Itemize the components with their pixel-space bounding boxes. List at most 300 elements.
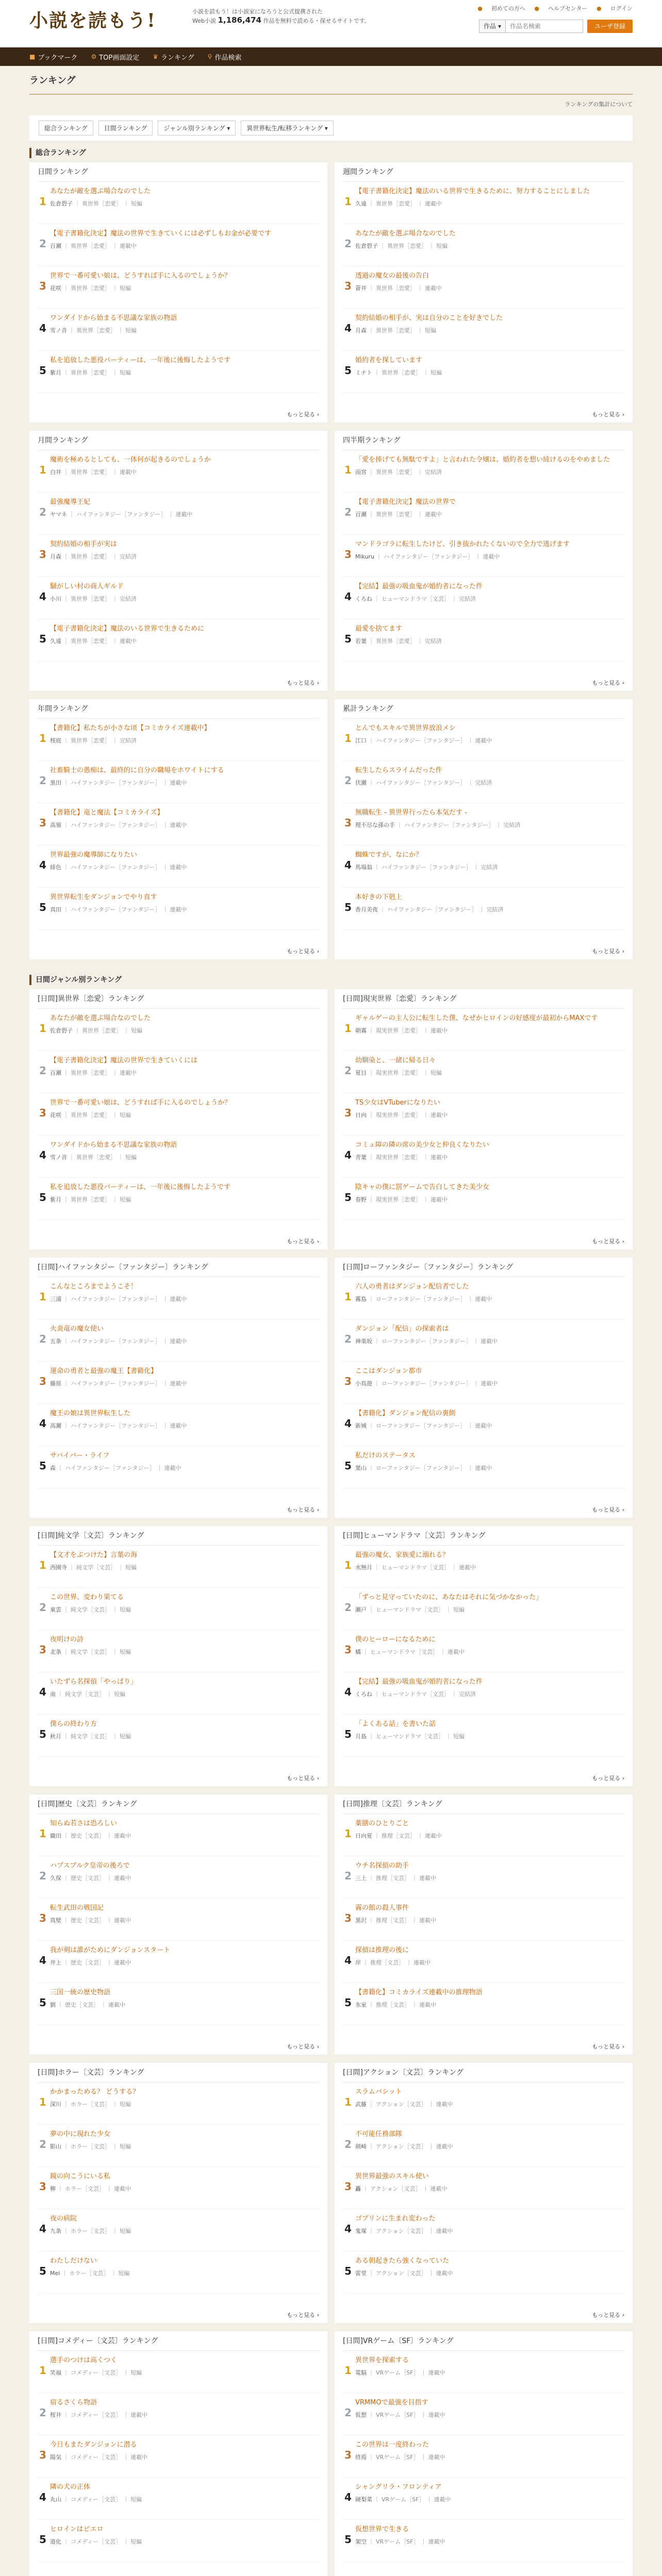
novel-title-link[interactable]: 転生武田の戦国記 <box>50 1904 104 1912</box>
novel-title-link[interactable]: スラムバシット <box>355 2088 402 2096</box>
author-link[interactable]: 江口 <box>355 737 367 744</box>
author-link[interactable]: 久遠 <box>355 200 367 207</box>
rank-number: 1 <box>39 1559 46 1571</box>
author-link[interactable]: 青葉 <box>355 1154 367 1161</box>
novel-title-link[interactable]: 【電子書籍化決定】魔法の世界で生きていくには <box>50 1057 198 1064</box>
author-link[interactable]: 雨宮 <box>355 469 367 476</box>
ranking-item <box>38 2125 319 2167</box>
author-link[interactable]: 岸 <box>355 1959 361 1966</box>
novel-title-link[interactable]: ある朝起きたら強くなっていた <box>355 2257 450 2265</box>
status-label: 連載中 <box>475 1465 492 1471</box>
status-label: 連載中 <box>475 737 492 744</box>
more-link[interactable]: もっと見る › <box>592 947 624 955</box>
novel-meta: 百瀬 ｜ 異世界［恋愛］ ｜ 連載中 <box>50 1070 137 1076</box>
author-link[interactable]: 蒼井 <box>355 285 367 292</box>
author-link[interactable]: くろね <box>355 596 372 602</box>
genre-label: 異世界［恋愛］ <box>376 638 416 645</box>
novel-title-link[interactable]: 世界で一番可愛い娘は、どうすれば手に入るのでしょうか？ <box>50 1099 231 1107</box>
author-link[interactable]: 仮想 <box>355 2412 367 2418</box>
author-link[interactable]: 佐倉碧子 <box>50 200 73 207</box>
author-link[interactable]: 井上 <box>50 1959 61 1966</box>
novel-meta: 百瀬 ｜ 異世界［恋愛］ ｜ 連載中 <box>355 511 442 518</box>
novel-title-link[interactable]: 夜の病院 <box>50 2215 77 2223</box>
ranking-item <box>38 2435 319 2478</box>
more-link[interactable]: もっと見る › <box>287 1237 319 1245</box>
genre-label: 純文学［文芸］ <box>71 1733 110 1740</box>
nav-top-settings[interactable] <box>91 52 139 62</box>
more-link[interactable]: もっと見る › <box>592 2042 624 2050</box>
ranking-item <box>343 351 624 393</box>
novel-title-link[interactable]: 【書籍化】竜と魔法【コミカライズ】 <box>50 809 164 817</box>
genre-label: ハイファンタジー［ファンタジー］ <box>404 822 494 828</box>
novel-title-link[interactable]: かかまっためる？ どうする？ <box>50 2088 140 2096</box>
novel-meta: 陽気 ｜ コメディー［文芸］ ｜ 連載中 <box>50 2454 148 2461</box>
novel-title-link[interactable]: 「愛を捧げても無駄ですよ」と言われた令嬢は、婚約者を想い続けるのをやめました <box>355 456 610 464</box>
novel-title-link[interactable]: 騒がしい村の商人ギルド <box>50 583 124 590</box>
author-link[interactable]: 若葉 <box>355 638 367 645</box>
ranking-item <box>343 845 624 888</box>
author-link[interactable]: 雪ノ音 <box>50 1154 67 1161</box>
novel-title-link[interactable]: 「ずっと見守っていたのに、あなたはそれに気づかなかった」 <box>355 1594 543 1601</box>
novel-title-link[interactable]: 僕のヒーローになるために <box>355 1636 436 1643</box>
novel-title-link[interactable]: 【文才をぶつけた】言葉の海 <box>50 1551 138 1559</box>
status-label: 連載中 <box>425 200 442 207</box>
ranking-item <box>38 1446 319 1488</box>
novel-title-link[interactable]: 仮想世界で生きる <box>355 2526 409 2533</box>
novel-title-link[interactable]: 【書籍化】私たちが小さな頃【コミカライズ連載中】 <box>50 724 211 732</box>
genre-label: ヒューマンドラマ［文芸］ <box>376 1733 444 1740</box>
novel-title-link[interactable]: 隣の犬の正体 <box>50 2483 91 2491</box>
author-link[interactable]: 春野 <box>355 1196 367 1203</box>
novel-title-link[interactable]: 【電子書籍化決定】魔法のいる世界で生きるために <box>50 625 205 633</box>
author-link[interactable]: 花咲 <box>50 285 61 292</box>
novel-meta: 五条 ｜ ハイファンタジー［ファンタジー］ ｜ 連載中 <box>50 1338 187 1345</box>
novel-title-link[interactable]: 無職転生 - 異世界行ったら本気だす - <box>355 809 467 817</box>
author-link[interactable]: 日向 <box>355 1112 367 1118</box>
novel-title-link[interactable]: 私を追放した悪役パーティーは、一年後に後悔したようです <box>50 357 230 364</box>
status-label: 短編 <box>436 243 448 249</box>
author-link[interactable]: 九条 <box>50 2228 61 2234</box>
rank-number: 4 <box>39 2491 46 2503</box>
author-link[interactable]: 森 <box>50 1465 56 1471</box>
rank-number: 1 <box>344 1291 352 1303</box>
novel-title-link[interactable]: 【書籍化】ダンジョン配信の裏側 <box>355 1410 456 1417</box>
novel-title-link[interactable]: わたしだけない <box>50 2257 97 2265</box>
novel-title-link[interactable]: ギャルゲーの主人公に転生した僕、なぜかヒロインの好感度が最初からMAXです <box>355 1014 598 1022</box>
novel-title-link[interactable]: こんなところまでようこそ！ <box>50 1283 138 1291</box>
status-label: 完結済 <box>503 822 521 828</box>
status-label: 短編 <box>120 1606 131 1613</box>
author-link[interactable]: 月森 <box>50 553 61 560</box>
genre-label: 異世界［恋愛］ <box>71 638 110 645</box>
more-link[interactable]: もっと見る › <box>287 2311 319 2319</box>
author-link[interactable]: 笑福 <box>50 2369 61 2376</box>
rank-number: 1 <box>39 732 46 744</box>
novel-title-link[interactable]: 鏡の向こうにいる私 <box>50 2173 111 2180</box>
register-button[interactable]: ユーザ登録 <box>587 20 633 33</box>
more-link[interactable]: もっと見る › <box>287 1505 319 1514</box>
author-link[interactable]: 西園寺 <box>50 1564 67 1571</box>
ranking-item <box>38 1404 319 1446</box>
author-link[interactable]: 馬場翁 <box>355 864 372 871</box>
rank-number: 4 <box>39 590 46 603</box>
ranking-item <box>38 309 319 351</box>
author-link[interactable]: 真壁 <box>50 1917 61 1924</box>
author-link[interactable]: 五条 <box>50 1338 61 1345</box>
author-link[interactable]: 神楽坂 <box>355 1338 372 1345</box>
author-link[interactable]: 真田 <box>50 906 61 913</box>
genre-label: アクション［文芸］ <box>376 2228 427 2234</box>
rank-number: 1 <box>344 464 352 476</box>
author-link[interactable]: 紫月 <box>50 1196 61 1203</box>
author-link[interactable]: 三上 <box>355 1875 367 1882</box>
ranking-item <box>38 493 319 535</box>
author-link[interactable]: 久遠 <box>50 638 61 645</box>
novel-title-link[interactable]: 運命の勇者と最強の魔王【書籍化】 <box>50 1367 158 1375</box>
novel-title-link[interactable]: 知らぬ若さは恐ろしい <box>50 1820 118 1827</box>
novel-title-link[interactable]: 本好きの下剋上 <box>355 893 403 901</box>
author-link[interactable]: 瀬戸 <box>355 1606 367 1613</box>
author-link[interactable]: 深川 <box>50 2101 61 2108</box>
section-title: 日間ジャンル別ランキング <box>29 975 633 985</box>
author-link[interactable]: 雷堂 <box>355 2270 367 2277</box>
site-logo[interactable]: 小説を読もう! <box>29 10 156 31</box>
author-link[interactable]: 北条 <box>50 1649 61 1655</box>
author-link[interactable]: 氷室 <box>355 2002 367 2008</box>
author-link[interactable]: 桜庭 <box>50 737 61 744</box>
tab-isekai[interactable]: 異世界転生/転移ランキング ▾ <box>241 121 334 135</box>
author-link[interactable]: 緋色 <box>50 864 61 871</box>
novel-title-link[interactable]: 最強の魔女、家族愛に溺れる？ <box>355 1551 450 1559</box>
novel-title-link[interactable]: 「よくある話」を書いた話 <box>355 1720 436 1728</box>
novel-meta: 久遠 ｜ 異世界［恋愛］ ｜ 連載中 <box>355 200 442 207</box>
author-link[interactable]: 佐倉碧子 <box>355 243 378 249</box>
novel-title-link[interactable]: 夜明けの詩 <box>50 1636 84 1643</box>
novel-title-link[interactable]: 転生したらスライムだった件 <box>355 767 442 774</box>
novel-title-link[interactable]: 【書籍化】コミカライズ連載中の推理物語 <box>355 1989 483 1996</box>
novel-title-link[interactable]: この世界は一度終わった <box>355 2441 429 2449</box>
nav-ranking[interactable] <box>153 52 194 62</box>
rank-number: 4 <box>344 1954 352 1967</box>
author-link[interactable]: 伏瀬 <box>355 779 367 786</box>
novel-title-link[interactable]: 【完結】最強の吸血鬼が婚約者になった件 <box>355 583 483 590</box>
novel-title-link[interactable]: 異世界転生をダンジョンでやり直す <box>50 893 157 901</box>
ranking-item <box>38 1856 319 1899</box>
nav-bookmark[interactable] <box>29 52 77 62</box>
more-link[interactable]: もっと見る › <box>592 410 624 418</box>
status-label: 連載中 <box>170 779 187 786</box>
more-link[interactable]: もっと見る › <box>592 1505 624 1514</box>
rank-number: 5 <box>39 364 46 377</box>
author-link[interactable]: 日向夏 <box>355 1833 372 1839</box>
tab-overall[interactable]: 総合ランキング <box>39 121 93 135</box>
author-link[interactable]: 武藤 <box>355 2101 367 2108</box>
link-login[interactable] <box>597 5 633 12</box>
novel-title-link[interactable]: ウチ名探偵の助手 <box>355 1862 409 1870</box>
rank-number: 3 <box>39 1375 46 1387</box>
author-link[interactable]: 水無月 <box>355 1564 372 1571</box>
novel-title-link[interactable]: 透過の魔女の最後の告白 <box>355 272 429 280</box>
novel-title-link[interactable]: 夢の中に現れた少女 <box>50 2130 111 2138</box>
author-link[interactable]: 三浦 <box>50 1296 61 1302</box>
ranking-item <box>343 577 624 619</box>
author-link[interactable]: 佐倉碧子 <box>50 1027 73 1034</box>
novel-title-link[interactable]: ここはダンジョン都市 <box>355 1367 422 1375</box>
more-link[interactable]: もっと見る › <box>287 1774 319 1782</box>
rank-number: 4 <box>39 1954 46 1967</box>
ranking-item <box>343 2351 624 2393</box>
rank-number: 2 <box>344 1601 352 1614</box>
novel-title-link[interactable]: TS少女はVTuberになりたい <box>355 1099 440 1107</box>
ranking-item <box>38 1093 319 1136</box>
tab-daily[interactable]: 日間ランキング <box>98 121 153 135</box>
novel-title-link[interactable]: シャングリラ・フロンティア <box>355 2483 442 2491</box>
novel-title-link[interactable]: ダンジョン「配信」の探索者は <box>355 1325 449 1333</box>
author-link[interactable]: 黒田 <box>50 779 61 786</box>
status-label: 連載中 <box>425 1833 442 1839</box>
author-link[interactable]: 影山 <box>50 2143 61 2150</box>
author-link[interactable]: 硬梨菜 <box>355 2496 372 2503</box>
novel-title-link[interactable]: 僕らの終わり方 <box>50 1720 97 1728</box>
ranking-card-title: 四半期ランキング <box>343 431 624 450</box>
author-link[interactable]: 葉山 <box>355 1465 367 1471</box>
novel-meta: 霧島 ｜ ローファンタジー［ファンタジー］ ｜ 連載中 <box>355 1296 492 1302</box>
novel-title-link[interactable]: 火炎竜の魔女使い <box>50 1325 104 1333</box>
more-link[interactable]: もっと見る › <box>592 1237 624 1245</box>
author-link[interactable]: 百瀬 <box>355 511 367 518</box>
novel-title-link[interactable]: 婚約者を探しています <box>355 357 423 364</box>
author-link[interactable]: ヤマネ <box>50 511 67 518</box>
author-link[interactable]: 終焉 <box>355 2454 367 2461</box>
novel-title-link[interactable]: 六人の勇者はダンジョン配信者でした <box>355 1283 469 1291</box>
novel-title-link[interactable]: 選手のつけは高くつく <box>50 2357 118 2364</box>
novel-meta: 若葉 ｜ 異世界［恋愛］ ｜ 完結済 <box>355 638 442 645</box>
novel-title-link[interactable]: 陰キャの僕に罰ゲームで告白してきた美少女 <box>355 1183 490 1191</box>
rank-number: 2 <box>344 1333 352 1345</box>
author-link[interactable]: 黒沢 <box>355 1917 367 1924</box>
author-link[interactable]: Mei <box>50 2270 60 2277</box>
novel-title-link[interactable]: VRMMOで最強を目指す <box>355 2399 428 2406</box>
novel-title-link[interactable]: 三国一統の歴史物語 <box>50 1989 111 1996</box>
novel-title-link[interactable]: 宿るさくら物語 <box>50 2399 97 2406</box>
genre-label: VRゲーム［SF］ <box>382 2496 425 2503</box>
author-link[interactable]: 陽気 <box>50 2454 61 2461</box>
ranking-item <box>343 719 624 761</box>
status-label: 連載中 <box>114 1917 131 1924</box>
ranking-card <box>335 162 633 422</box>
status-label: 連載中 <box>459 1564 476 1571</box>
ranking-card <box>29 2063 327 2323</box>
author-link[interactable]: 久保 <box>50 1875 61 1882</box>
more-link[interactable]: もっと見る › <box>287 679 319 687</box>
link-help[interactable] <box>534 5 587 12</box>
rank-number: 4 <box>344 2223 352 2235</box>
novel-title-link[interactable]: とんでもスキルで異世界放浪メシ <box>355 724 456 732</box>
novel-title-link[interactable]: 蜘蛛ですが、なにか？ <box>355 851 423 859</box>
novel-title-link[interactable]: 最愛を捨てます <box>355 625 403 633</box>
more-link[interactable]: もっと見る › <box>592 679 624 687</box>
novel-title-link[interactable]: 我が剣は誰がためにダンジョンスタート <box>50 1946 171 1954</box>
author-link[interactable]: 花咲 <box>50 1112 61 1118</box>
author-link[interactable]: 織田 <box>50 1833 61 1839</box>
ranking-item <box>38 888 319 930</box>
novel-title-link[interactable]: 私だけのステータス <box>355 1452 416 1460</box>
genre-label: 異世界［恋愛］ <box>76 1154 116 1161</box>
novel-title-link[interactable]: 【電子書籍化決定】魔法の世界で <box>355 498 456 506</box>
novel-title-link[interactable]: 契約結婚の相手が、実は自分のことを好きでした <box>355 314 503 322</box>
author-link[interactable]: 白井 <box>50 469 61 476</box>
novel-title-link[interactable]: 世界最強の魔導師になりたい <box>50 851 138 859</box>
status-label: 連載中 <box>425 285 442 292</box>
novel-title-link[interactable]: 契約結婚の相手が実は <box>50 540 118 548</box>
novel-title-link[interactable]: ヒロインはピエロ <box>50 2526 104 2533</box>
author-link[interactable]: ミナト <box>355 369 372 376</box>
novel-title-link[interactable]: 世界で一番可愛い娘は、どうすれば手に入るのでしょうか？ <box>50 272 231 280</box>
link-beginners[interactable] <box>477 5 525 12</box>
novel-title-link[interactable]: あなたが敵を選ぶ場合なのでした <box>50 1014 151 1022</box>
author-link[interactable]: 柳 <box>50 2185 56 2192</box>
author-link[interactable]: 南 <box>50 1691 56 1698</box>
novel-title-link[interactable]: あなたが敵を選ぶ場合なのでした <box>355 230 456 238</box>
nav-search[interactable] <box>208 52 242 62</box>
genre-label: コメディー［文芸］ <box>71 2454 122 2461</box>
novel-meta: 織田 ｜ 歴史［文芸］ ｜ 連載中 <box>50 1833 131 1839</box>
author-link[interactable]: 雪ノ音 <box>50 327 67 334</box>
more-link[interactable]: もっと見る › <box>592 2311 624 2319</box>
novel-title-link[interactable]: 異世界最強のスキル使い <box>355 2173 429 2180</box>
author-link[interactable]: 小鳥遊 <box>355 1380 372 1387</box>
rank-number: 5 <box>39 1191 46 1204</box>
genre-label: ハイファンタジー［ファンタジー］ <box>376 737 466 744</box>
author-link[interactable]: 霧島 <box>355 1296 367 1302</box>
genre-label: 異世界［恋愛］ <box>71 1070 110 1076</box>
novel-title-link[interactable]: 薬膳のひとりごと <box>355 1820 409 1827</box>
novel-title-link[interactable]: いたずら名探偵「やっぱり」 <box>50 1678 138 1686</box>
novel-title-link[interactable]: 不可能任務部隊 <box>355 2130 403 2138</box>
ranking-card-title: [日間]ヒューマンドラマ〔文芸〕ランキング <box>343 1526 624 1546</box>
novel-title-link[interactable]: 異世界を探索する <box>355 2357 409 2364</box>
author-link[interactable]: 鬼塚 <box>355 2228 367 2234</box>
author-link[interactable]: 道化 <box>50 2538 61 2545</box>
rank-number: 4 <box>39 1686 46 1698</box>
novel-title-link[interactable]: 最強魔導王妃 <box>50 498 91 506</box>
novel-title-link[interactable]: 【完結】最強の吸血鬼が婚約者になった件 <box>355 1678 483 1686</box>
novel-title-link[interactable]: 霧の館の殺人事件 <box>355 1904 409 1912</box>
ranking-help-link[interactable]: ランキングの集計について <box>565 101 633 108</box>
novel-meta: 剣崎 ｜ アクション［文芸］ ｜ 連載中 <box>355 2143 453 2150</box>
search-type-select[interactable]: 作品 ▾ <box>479 20 506 33</box>
rank-number: 4 <box>344 590 352 603</box>
novel-meta: 葉山 ｜ ローファンタジー［ファンタジー］ ｜ 連載中 <box>355 1465 492 1471</box>
author-link[interactable]: 東雲 <box>50 1606 61 1613</box>
author-link[interactable]: 理不尽な孫の手 <box>355 822 395 828</box>
ranking-item <box>343 2435 624 2478</box>
novel-title-link[interactable]: ワンダイドから始まる不思議な家族の物語 <box>50 314 177 322</box>
author-link[interactable]: 轟 <box>355 2185 361 2192</box>
author-link[interactable]: 朝霧 <box>355 1027 367 1034</box>
status-label: 連載中 <box>475 1422 492 1429</box>
author-link[interactable]: 桜井 <box>50 2412 61 2418</box>
novel-title-link[interactable]: ゴブリンに生まれ変わった <box>355 2215 436 2223</box>
title-bar <box>29 66 633 95</box>
more-link[interactable]: もっと見る › <box>592 1774 624 1782</box>
novel-meta: 終焉 ｜ VRゲーム［SF］ ｜ 連載中 <box>355 2454 445 2461</box>
novel-title-link[interactable]: 社畜騎士の愚痴は、最終的に自分の職場をホワイトにする <box>50 767 224 774</box>
tab-genre[interactable]: ジャンル別ランキング ▾ <box>158 121 236 135</box>
ranking-item <box>343 1588 624 1630</box>
author-link[interactable]: 藤原 <box>50 1380 61 1387</box>
ranking-item <box>38 1588 319 1630</box>
author-link[interactable]: 電脳 <box>355 2369 367 2376</box>
author-link[interactable]: 架空 <box>355 2538 367 2545</box>
author-link[interactable]: 月森 <box>355 327 367 334</box>
author-link[interactable]: Mikuru <box>355 553 375 560</box>
rank-number: 3 <box>344 1107 352 1119</box>
more-link[interactable]: もっと見る › <box>287 2042 319 2050</box>
novel-meta: Mikuru ｜ ハイファンタジー［ファンタジー］ ｜ 連載中 <box>355 553 500 560</box>
author-link[interactable]: 高嶺 <box>50 822 61 828</box>
genre-label: 異世界［恋愛］ <box>82 1027 122 1034</box>
author-link[interactable]: 剣崎 <box>355 2143 367 2150</box>
novel-title-link[interactable]: 私を追放した悪役パーティーは、一年後に後悔したようです <box>50 1183 230 1191</box>
novel-title-link[interactable]: 魔王の娘は異世界転生した <box>50 1410 131 1417</box>
ranking-item <box>343 1856 624 1899</box>
more-link[interactable]: もっと見る › <box>287 410 319 418</box>
author-link[interactable]: 秋月 <box>50 1733 61 1740</box>
novel-title-link[interactable]: 【電子書籍化決定】魔法のいる世界で生きるために、努力することにしました <box>355 188 590 195</box>
ranking-item <box>38 1630 319 1672</box>
novel-title-link[interactable]: 【電子書籍化決定】魔法の世界で生きていくには必ずしもお金が必要です <box>50 230 272 238</box>
author-link[interactable]: 月島 <box>355 1733 367 1740</box>
novel-title-link[interactable]: マンドラゴラに転生したけど、引き抜かれたくないので全力で逃げます <box>355 540 570 548</box>
status-label: 連載中 <box>431 1154 448 1161</box>
novel-title-link[interactable]: コミュ障の隣の席の美少女と仲良くなりたい <box>355 1141 489 1149</box>
author-link[interactable]: 香月美夜 <box>355 906 378 913</box>
status-label: 連載中 <box>130 2412 148 2418</box>
novel-title-link[interactable]: 探偵は推理の後に <box>355 1946 409 1954</box>
novel-title-link[interactable]: 魔術を極めるとしても、一体何が起きるのでしょうか <box>50 456 211 464</box>
search-input[interactable] <box>506 20 583 33</box>
ranking-grid <box>29 162 633 968</box>
author-link[interactable]: 夏目 <box>355 1070 367 1076</box>
author-link[interactable]: 百瀬 <box>50 243 61 249</box>
novel-title-link[interactable]: この世界、変わり果てる <box>50 1594 124 1601</box>
author-link[interactable]: 劉 <box>50 2002 56 2008</box>
novel-title-link[interactable]: 今日もまたダンジョンに潜る <box>50 2441 137 2449</box>
author-link[interactable]: 百瀬 <box>50 1070 61 1076</box>
author-link[interactable]: くろね <box>355 1691 372 1698</box>
genre-label: ハイファンタジー［ファンタジー］ <box>65 1465 155 1471</box>
novel-meta: くろね ｜ ヒューマンドラマ［文芸］ ｜ 完結済 <box>355 1691 476 1698</box>
author-link[interactable]: 紫月 <box>50 369 61 376</box>
novel-title-link[interactable]: あなたが敵を選ぶ場合なのでした <box>50 188 151 195</box>
novel-title-link[interactable]: ハプスブルク皇帝の後ろで <box>50 1862 130 1870</box>
status-label: 連載中 <box>120 638 137 645</box>
novel-meta: 百瀬 ｜ 異世界［恋愛］ ｜ 連載中 <box>50 243 137 249</box>
novel-title-link[interactable]: サバイバー・ライフ <box>50 1452 110 1460</box>
author-link[interactable]: 新城 <box>355 1422 367 1429</box>
novel-title-link[interactable]: ワンダイドから始まる不思議な家族の物語 <box>50 1141 177 1149</box>
author-link[interactable]: 小川 <box>50 596 61 602</box>
author-link[interactable]: 高瀬 <box>50 1422 61 1429</box>
author-link[interactable]: 丸山 <box>50 2496 61 2503</box>
more-link[interactable]: もっと見る › <box>287 947 319 955</box>
author-link[interactable]: 橘 <box>355 1649 361 1655</box>
novel-meta: 佐倉碧子 ｜ 異世界［恋愛］ ｜ 短編 <box>50 1027 142 1034</box>
genre-label: 歴史［文芸］ <box>71 1959 105 1966</box>
novel-title-link[interactable]: 幼馴染と、一緒に帰る日々 <box>355 1057 436 1064</box>
status-label: 短編 <box>453 1733 465 1740</box>
